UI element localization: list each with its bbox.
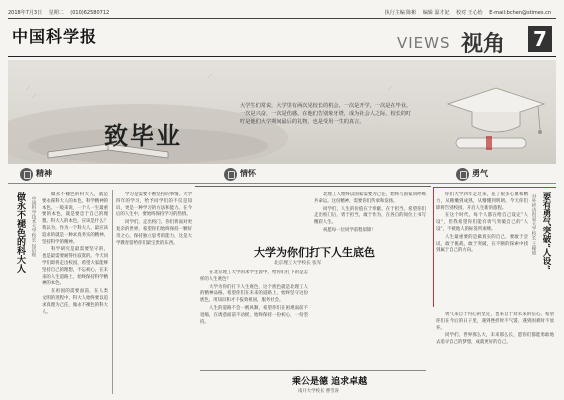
- masthead-rule: [8, 56, 556, 57]
- paragraph: 人生的道路不会一帆风顺，希望你们在困难面前不退缩，在诱惑面前不动摇，始终保持一份初心，一份坚持。: [200, 305, 308, 325]
- section-title: 视角: [461, 31, 506, 57]
- tab-label: 精神: [36, 168, 52, 178]
- right-byline: 对外经济贸易大学校长 王稼琼: [531, 194, 536, 256]
- paragraph: 在北京理工大学的求学生涯中，给你们打下的是怎样的人生底色？: [200, 270, 308, 282]
- tab-spirit: [20, 168, 52, 182]
- paragraph: 你们大学四年走过来，花了很多心血和精力，从稚嫩到成熟，从懵懂到明朗。今天你们即将告别校园，开启人生新的旅程。: [436, 192, 528, 211]
- paragraph: 学习是需要不断坚持的事情。大学四年的学习，给予同学们的不仅是知识，更是一种学习的方法和能力。在今后的人生中，要始终保持学习的热情。: [116, 192, 192, 218]
- paragraph: 同学们，人生的价值在于奉献，在于担当。希望你们走出校门后，勇于担当，敢于作为，在各自的岗位上书写精彩人生。: [314, 206, 426, 226]
- meta-line: [8, 7, 556, 17]
- top-rule: [8, 18, 556, 19]
- banner-title: 致毕业: [104, 121, 182, 150]
- article-divider: [200, 370, 426, 371]
- paragraph: 祝愿每一位同学前程似锦！: [323, 227, 376, 233]
- tab-label: 勇气: [472, 168, 488, 178]
- right-article-body: [436, 192, 528, 304]
- graduation-cap-icon: [448, 88, 544, 134]
- right-headline: 要有勇气突破“人设”: [541, 192, 551, 270]
- paragraph: 北理工人始终以国家需要为己任，始终与国家同呼吸共命运。这份精神，需要你们传承和发扬。: [314, 192, 426, 204]
- contact-email: E-mail:bchen@stimes.cn: [489, 9, 551, 16]
- page-number: 7: [528, 26, 552, 52]
- section-word: VIEWS: [397, 34, 451, 52]
- book-icon: [224, 168, 237, 181]
- middle-article-body: [200, 270, 308, 368]
- graduation-banner: [8, 60, 556, 164]
- left-byline: 中国科学技术大学校长 包信和: [31, 196, 36, 258]
- right-article-lower: [436, 312, 554, 398]
- left-article-continued: [116, 192, 192, 398]
- paragraph: 科学研究是最需要坚守的，也是最需要耐得住寂寞的。今天同学们即将走出校园，希望大家能够坚持自己的理想，不忘初心，在未来的人生道路上，始终保持科学精神的本色。: [42, 247, 108, 287]
- column-divider: [112, 190, 113, 394]
- middle-article-body-right: [314, 192, 426, 368]
- banner-intro: 大学生们常说，大学里有两次见校长的机会，一次是开学，一次是在毕业。一次是兴奋，一次是伤感。在他们告别象牙塔，成为社会人之际，校长的叮咛是他们大学期间最后的礼物，也是受用一生的真言。: [240, 103, 412, 125]
- newspaper-logo: 中国科学报: [12, 27, 98, 46]
- second-middle-byline: 南开大学校长 曹雪涛: [298, 389, 339, 394]
- issue-phone: (010)62580712: [70, 9, 110, 16]
- middle-byline: 北京理工大学校长 张军: [274, 261, 322, 266]
- tab-courage: [456, 168, 488, 182]
- section-tabs: [8, 166, 556, 184]
- paragraph: 人生最重要的是做真实的自己，要敢于尝试，敢于挑战，敢于突破，在不断的探索中找到属于自己的方向。: [436, 234, 528, 254]
- tab-feelings: [224, 168, 256, 182]
- issue-date: 2018年7月3日: [8, 9, 43, 16]
- editor-name: 执行主编 陈彬: [384, 9, 417, 16]
- book-icon: [20, 168, 33, 181]
- paragraph: 勇气来自于内心的坚定，也来自于对未来的信心。希望你们在今后的日子里，遇到挫折时不气馁，遇到困难时不放弃。: [436, 312, 554, 331]
- tab-label: 情怀: [240, 168, 256, 178]
- paragraph: 同学们，走出校门，你们将面对更复杂的世界，希望你们始终保持一颗好奇之心，保持独立思考的能力，这是大学教育留给你们最宝贵的东西。: [116, 220, 192, 246]
- paragraph: 在祖国的需要面前，在人类文明的进程中，科大人始终要以追求真理为己任，做永不褪色的科大人。: [42, 289, 108, 315]
- proofreader: 校对 王心怡: [456, 9, 483, 16]
- middle-headline: 大学为你们打下人生底色: [254, 246, 375, 259]
- paragraph: 在这个时代，每个人都在给自己设定“人设”，但我希望你们能有勇气突破自己的“人设”，不被他人的标签所束缚。: [436, 213, 528, 232]
- second-middle-headline: 乘公是德 追求卓越: [292, 377, 368, 387]
- issue-weekday: 星期二: [48, 9, 64, 16]
- paragraph: 做永不褪色的科大人，就是要永葆科大人的本色，科学精神的本色。一般来说，一个人一生最重要的本色，就是要忠于自己的理想。科大人的本色，应该是什么？我认为，作为一个科大人，最应该追求的就是一种求真务实的精神，坚持科学的精神。: [42, 192, 108, 245]
- proof-editor: 编辑 温才妃: [422, 9, 450, 16]
- paragraph: 大学为你们打下人生底色，这个底色就是北理工人的精神品格。希望你们在未来的道路上，始终坚守这份底色，用知识和才干报效祖国，服务社会。: [200, 284, 308, 304]
- left-headline: 做永不褪色的科大人: [15, 192, 25, 273]
- diploma-scroll-icon: [456, 136, 526, 150]
- left-article-body: [42, 192, 108, 398]
- book-icon: [456, 168, 469, 181]
- paragraph: 同学们，世界那么大，未来那么长，愿你们都能勇敢地去追寻自己的梦想，成就更好的自己。: [436, 333, 554, 346]
